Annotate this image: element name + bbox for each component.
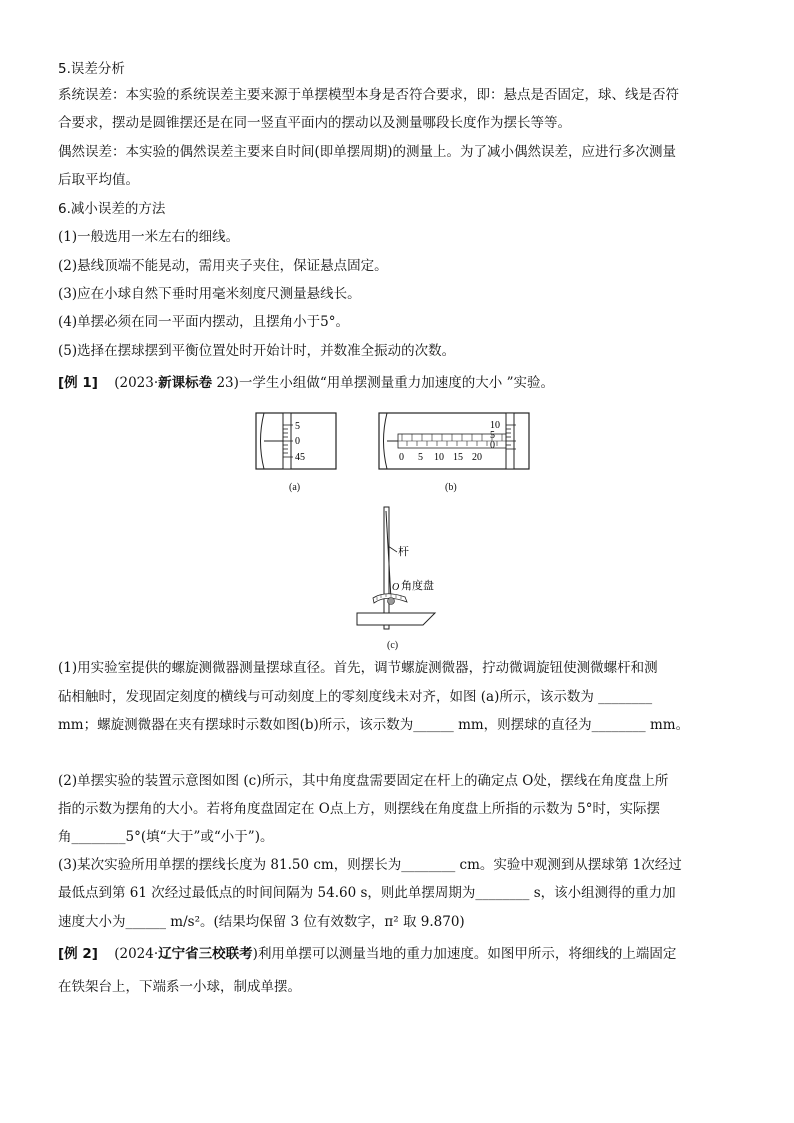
fig-b-vtick-5: 5	[490, 430, 495, 441]
question-1-line1: (1)用实验室提供的螺旋测微器测量摆球直径。首先，调节螺旋测微器，拧动微调旋钮使测微螺杆和测	[58, 660, 658, 676]
example-1-tag: [例 1]	[58, 375, 98, 391]
example-2-line2: 在铁架台上，下端系一小球，制成单摆。	[58, 979, 301, 995]
question-1-line2: 砧相触时，发现固定刻度的横线与可动刻度上的零刻度线未对齐，如图 (a)所示，该示数为 ________	[58, 689, 653, 705]
question-1-line3: mm；螺旋测微器在夹有摆球时示数如图(b)所示，该示数为______ mm，则摆球的直径为________ mm。	[58, 717, 690, 733]
example-1-source: (2023·新课标卷 23)	[114, 375, 239, 391]
fig-a-tick-45: 45	[295, 452, 305, 463]
figure-c-caption: (c)	[387, 640, 399, 651]
example-1-text: 一学生小组做“用单摆测量重力加速度的大小 ”实验。	[238, 375, 555, 391]
fig-b-vtick-0: 0	[490, 440, 495, 451]
question-2-line2: 指的示数为摆角的大小。若将角度盘固定在 O点上方，则摆线在角度盘上所指的示数为 5°时，实际摆	[58, 801, 660, 817]
question-3-line2: 最低点到第 61 次经过最低点的时间间隔为 54.60 s，则此单摆周期为________ s，该小组测得的重力加	[58, 885, 676, 901]
question-3-line1: (3)某次实验所用单摆的摆线长度为 81.50 cm，则摆长为________ cm。实验中观测到从摆球第 1次经过	[58, 857, 682, 873]
question-2-line3: 角________5°(填“大于”或“小于”)。	[58, 829, 274, 845]
point-o-label: O	[392, 582, 400, 593]
systematic-error-line2: 合要求，摆动是圆锥摆还是在同一竖直平面内的摆动以及测量哪段长度作为摆长等等。	[58, 115, 571, 131]
example-2-text: 利用单摆可以测量当地的重力加速度。如图甲所示，将细线的上端固定	[257, 946, 677, 962]
accidental-error-line2: 后取平均值。	[58, 172, 139, 188]
method-2: (2)悬线顶端不能晃动，需用夹子夹住，保证悬点固定。	[58, 258, 388, 274]
section-5-title: 5.误差分析	[58, 61, 125, 77]
fig-b-htick-5: 5	[418, 452, 423, 463]
fig-b-htick-15: 15	[453, 452, 463, 463]
example-2-source: (2024·辽宁省三校联考)	[114, 946, 258, 962]
question-2-line1: (2)单摆实验的装置示意图如图 (c)所示，其中角度盘需要固定在杆上的确定点 O处，摆线在角度盘上所	[58, 773, 669, 789]
section-6-title: 6.减小误差的方法	[58, 201, 166, 217]
method-1: (1)一般选用一米左右的细线。	[58, 229, 240, 245]
fig-b-htick-20: 20	[472, 452, 482, 463]
figure-a-caption: (a)	[289, 482, 301, 493]
method-4: (4)单摆必须在同一平面内摆动，且摆角小于5°。	[58, 314, 349, 330]
systematic-error-line1: 系统误差：本实验的系统误差主要来源于单摆模型本身是否符合要求，即：悬点是否固定，球、线是否符	[58, 87, 679, 103]
question-3-line3: 速度大小为______ m/s²。(结果均保留 3 位有效数字，π² 取 9.870)	[58, 914, 465, 930]
method-3: (3)应在小球自然下垂时用毫米刻度尺测量悬线长。	[58, 286, 361, 302]
fig-b-vtick-10: 10	[490, 420, 500, 431]
accidental-error-line1: 偶然误差：本实验的偶然误差主要来自时间(即单摆周期)的测量上。为了减小偶然误差，应进行多次测量	[58, 144, 677, 160]
fig-b-htick-0: 0	[399, 452, 404, 463]
fig-b-htick-10: 10	[434, 452, 444, 463]
pendulum-apparatus-figure-c	[355, 504, 455, 634]
fig-a-tick-5: 5	[295, 421, 300, 432]
rod-label: 杆	[398, 545, 409, 558]
example-1-header	[58, 374, 554, 392]
micrometer-figure-b	[378, 412, 530, 470]
example-2-tag: [例 2]	[58, 946, 98, 962]
figure-b-caption: (b)	[445, 482, 457, 493]
method-5: (5)选择在摆球摆到平衡位置处时开始计时，并数准全振动的次数。	[58, 343, 456, 359]
micrometer-figure-a	[255, 412, 337, 470]
dial-label: 角度盘	[401, 579, 434, 592]
fig-a-tick-0: 0	[295, 436, 300, 447]
example-2-header	[58, 945, 676, 963]
